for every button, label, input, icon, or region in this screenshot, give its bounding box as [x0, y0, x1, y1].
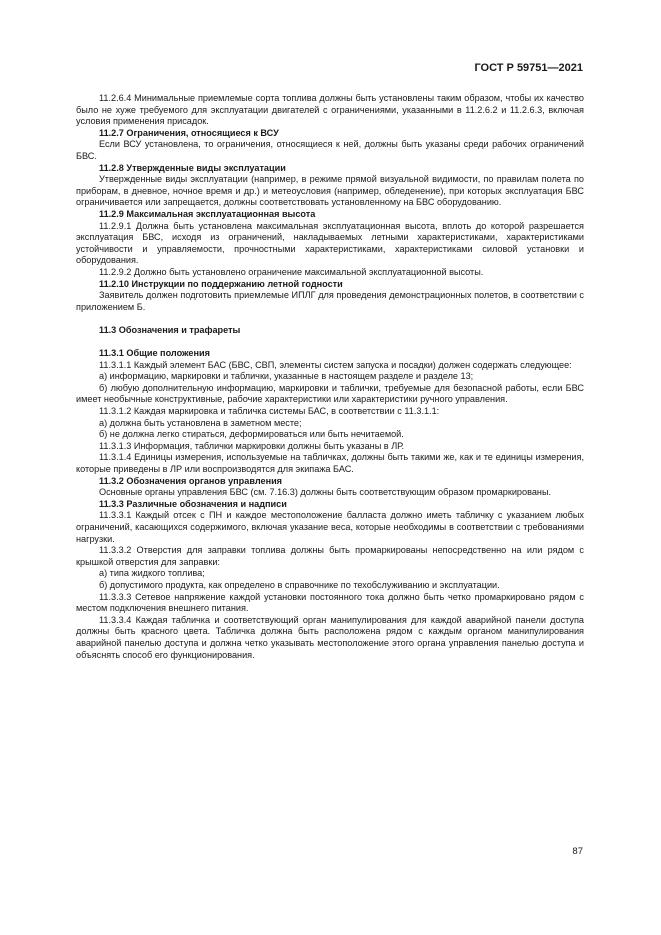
document-header: ГОСТ Р 59751—2021	[474, 62, 583, 74]
clause-heading: 11.3.2 Обозначения органов управления	[99, 475, 283, 486]
document-body	[76, 93, 584, 661]
paragraph: 11.3.3.3 Сетевое напряжение каждой установки постоянного тока должно быть четко промаркировано рядом с местом подключения внешнего питания.	[76, 591, 584, 614]
paragraph: 11.3.1.1 Каждый элемент БАС (БВС, СВП, элементы систем запуска и посадки) должен содержать следующее:	[99, 359, 572, 370]
paragraph: 11.3.1.4 Единицы измерения, используемые на табличках, должны быть такими же, как и те единицы измерения, которые приведены в ЛР или воспроизводятся для экипажа БАС.	[76, 452, 584, 474]
paragraph: 11.3.3.2 Отверстия для заправки топлива должны быть промаркированы непосредственно на или рядом с крышкой отверстия для заправки:	[76, 545, 584, 567]
paragraph: Утвержденные виды эксплуатации (например, в режиме прямой визуальной видимости, по правилам полета по приборам, в дневное, ночное время и др.) и метеоусловия (например, обледенение), при которых эксплуатация БВС ограничивается или запрещается, должны соответствовать установленному на БВС оборудованию.	[76, 174, 584, 208]
clause-heading: 11.2.10 Инструкции по поддержанию летной годности	[99, 278, 343, 289]
clause-heading: 11.3.3 Различные обозначения и надписи	[99, 498, 287, 509]
clause-heading: 11.2.9 Максимальная эксплуатационная высота	[99, 208, 316, 219]
clause-heading: 11.2.7 Ограничения, относящиеся к ВСУ	[99, 127, 279, 138]
list-item: а) информацию, маркировки и таблички, указанные в настоящем разделе и разделе 13;	[99, 371, 474, 382]
list-item: б) не должна легко стираться, деформироваться или быть нечитаемой.	[99, 429, 404, 440]
paragraph: Заявитель должен подготовить приемлемые ИПЛГ для проведения демонстрационных полетов, в соответствии с приложением Б.	[76, 290, 584, 312]
list-item: б) допустимого продукта, как определено в справочнике по техобслуживанию и эксплуатации.	[99, 579, 500, 590]
paragraph: Если ВСУ установлена, то ограничения, относящиеся к ней, должны быть указаны среди рабочих ограничений БВС.	[76, 139, 584, 161]
paragraph: 11.3.1.3 Информация, таблички маркировки должны быть указаны в ЛР.	[99, 440, 405, 451]
list-item: б) любую дополнительную информацию, маркировки и таблички, требуемые для безопасной работы, если БВС имеет необычные конструктивные, рабочие характеристики или характеристики ручного управления.	[76, 382, 584, 405]
paragraph: 11.3.3.4 Каждая табличка и соответствующий орган манипулирования для каждой аварийной панели доступа должны быть красного цвета. Табличка должна быть расположена рядом с каждым органом манипулирования аварийной панелью доступа и должна четко указывать местоположение этого органа управления панелью доступа и объяснять способ его функционирования.	[76, 614, 584, 660]
clause-heading: 11.3.1 Общие положения	[99, 348, 210, 359]
paragraph: 11.2.9.1 Должна быть установлена максимальная эксплуатационная высота, вплоть до которой разрешается эксплуатация БВС, исходя из ограничений, накладываемых летными характеристиками, характеристиками устойчивости и управляемости, прочностными характеристиками, характеристиками силовой установки и оборудования.	[76, 220, 584, 266]
list-item: а) типа жидкого топлива;	[99, 568, 205, 579]
paragraph: 11.3.1.2 Каждая маркировка и табличка системы БАС, в соответствии с 11.3.1.1:	[99, 406, 440, 417]
paragraph: 11.3.3.1 Каждый отсек с ПН и каждое местоположение балласта должно иметь табличку с указанием любых ограничений, касающихся содержимого, включая указание веса, которые необходимы в соответствии с требованиями нагрузки.	[76, 510, 584, 544]
clause-heading: 11.2.8 Утвержденные виды эксплуатации	[99, 162, 286, 173]
paragraph: Основные органы управления БВС (см. 7.16.3) должны быть соответствующим образом промаркированы.	[99, 487, 552, 498]
paragraph: 11.2.9.2 Должно быть установлено ограничение максимальной эксплуатационной высоты.	[99, 266, 484, 277]
list-item: а) должна быть установлена в заметном месте;	[99, 417, 302, 428]
paragraph: 11.2.6.4 Минимальные приемлемые сорта топлива должны быть установлены таким образом, чтобы их качество было не хуже требуемого для эксплуатации двигателей с ограничениями, указанными в 11.2.6.2 и 11.2.6.3, включая условия применения присадок.	[76, 93, 584, 127]
page-number: 87	[572, 846, 583, 857]
section-heading: 11.3 Обозначения и трафареты	[99, 324, 241, 335]
